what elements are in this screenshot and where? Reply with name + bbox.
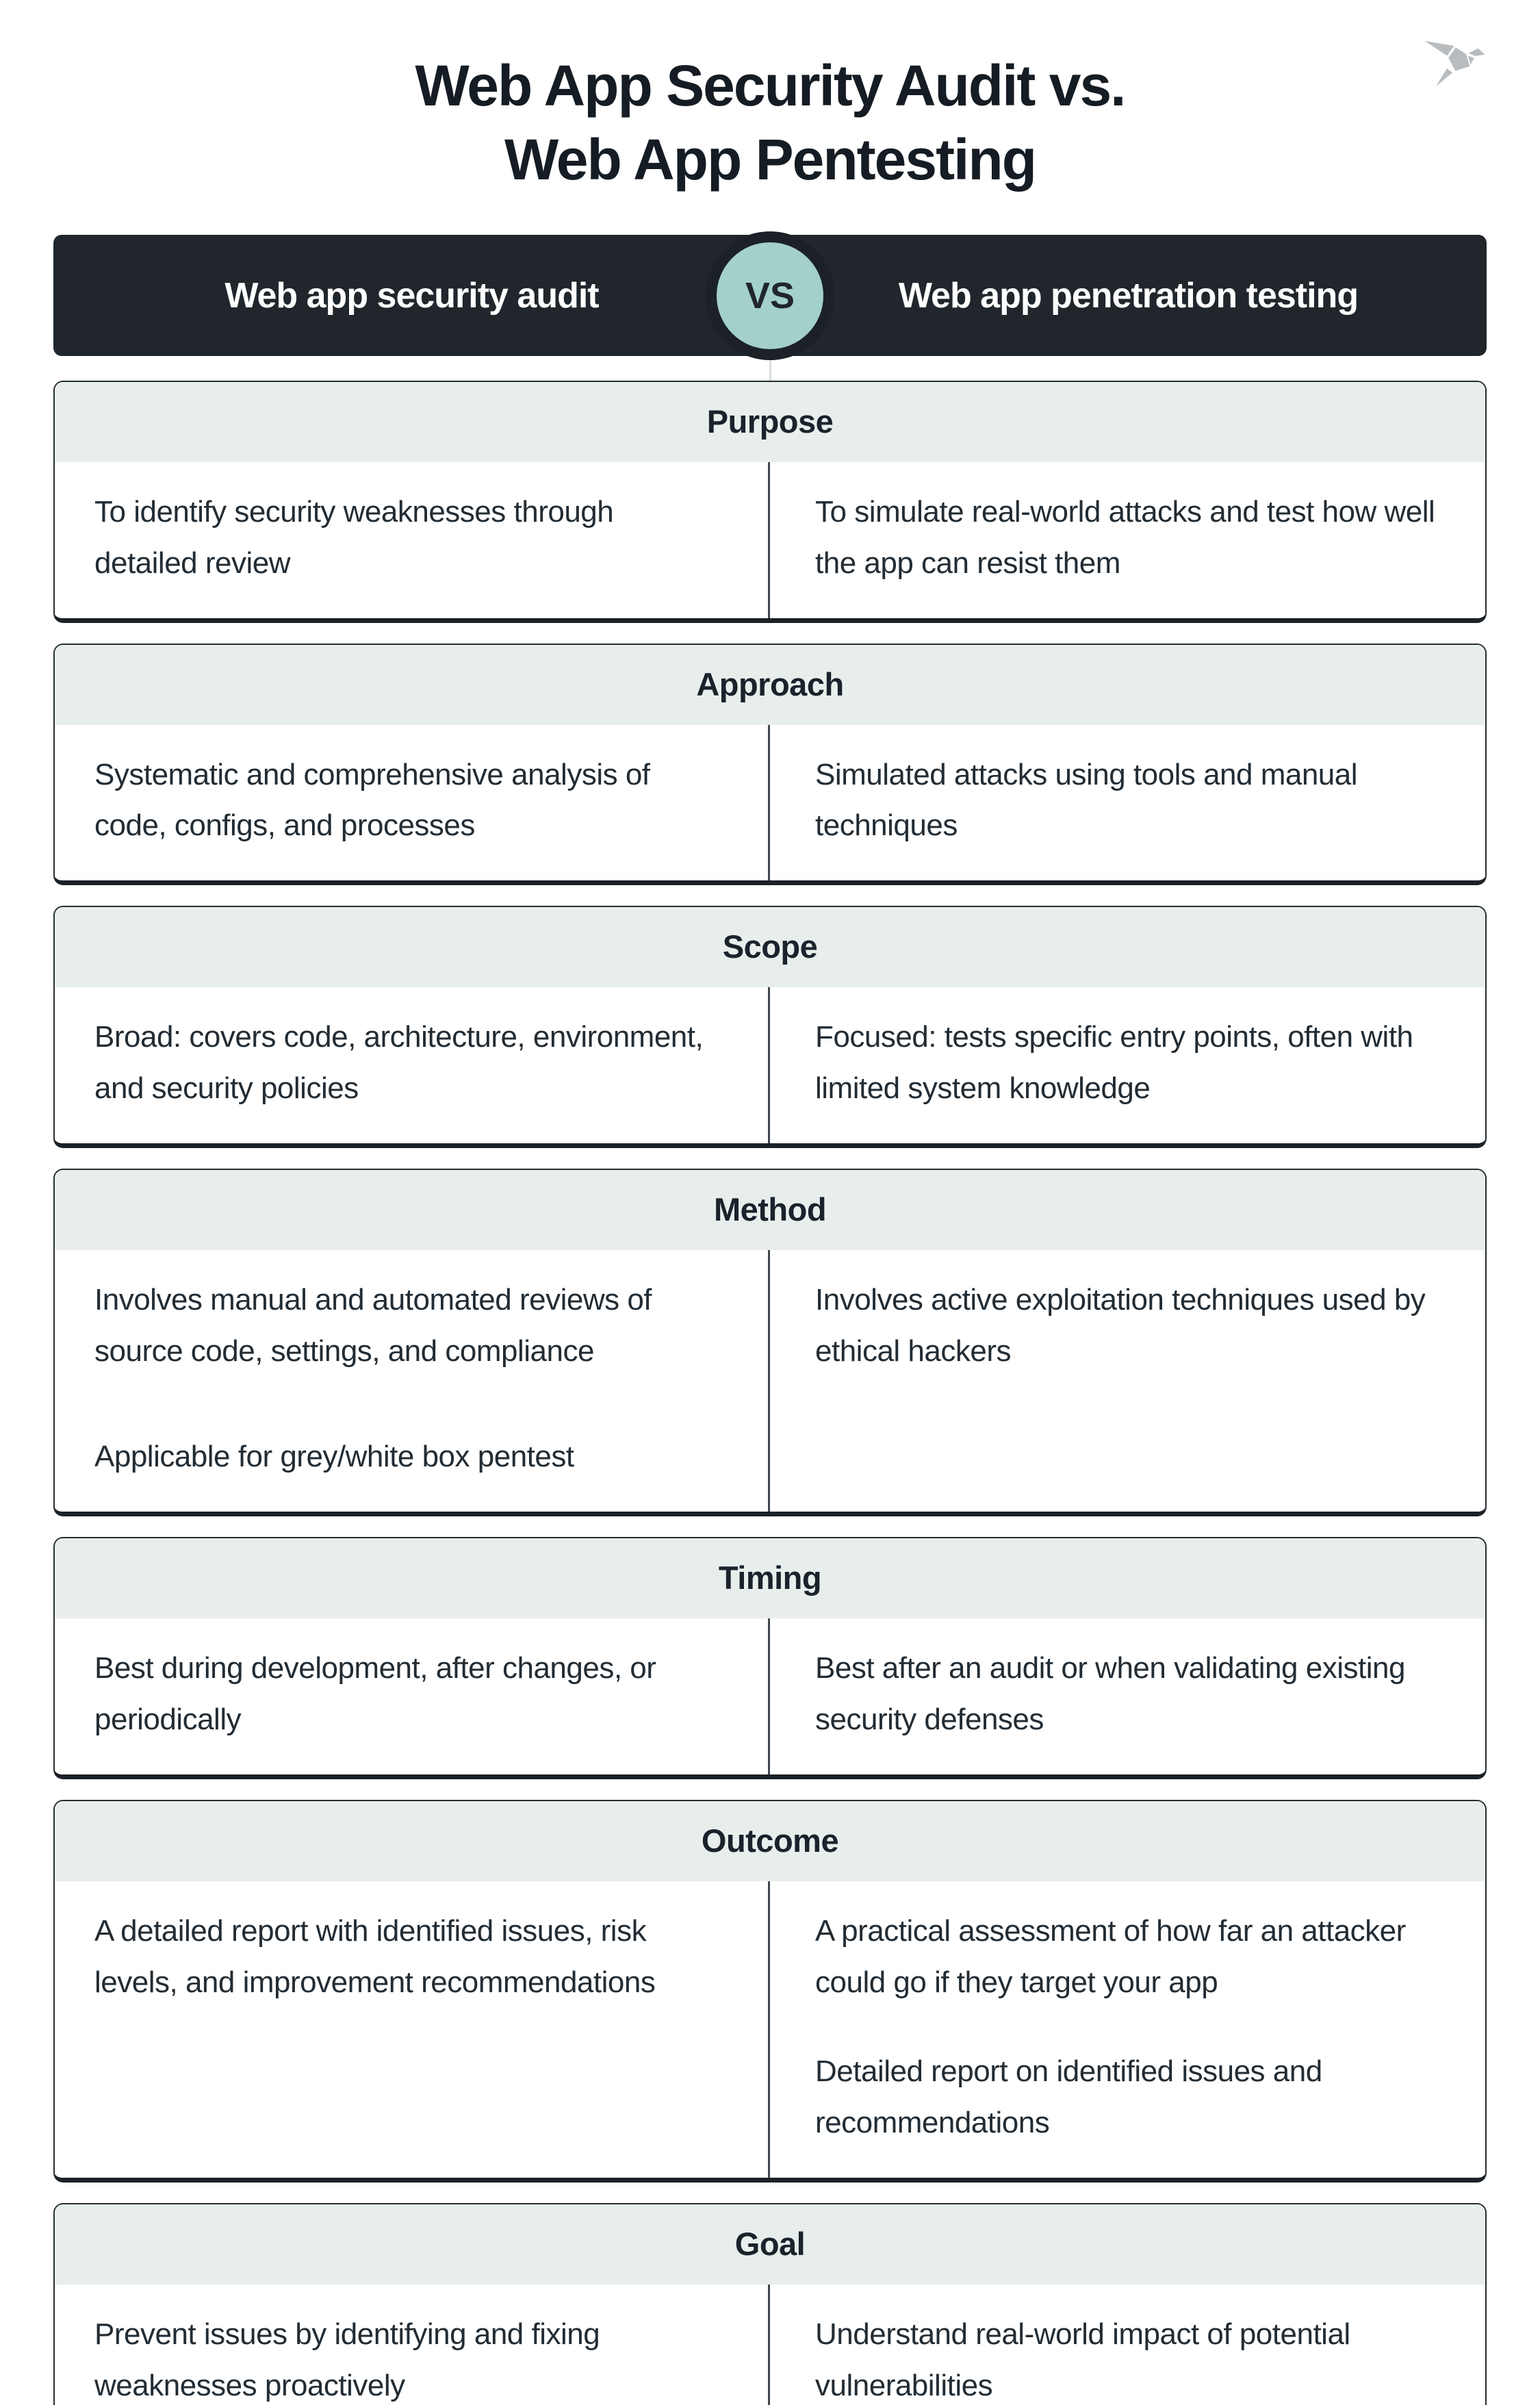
audit-text: Involves manual and automated reviews of source code, settings, and compliance — [94, 1282, 652, 1368]
audit-text: Broad: covers code, architecture, environment, and security policies — [94, 1020, 704, 1106]
pentest-cell — [770, 987, 1485, 1143]
audit-cell — [55, 1618, 770, 1774]
page-title-line-1: Web App Security Audit vs. — [415, 53, 1125, 118]
audit-cell — [55, 462, 770, 618]
pentest-text: Best after an audit or when validating existing security defenses — [815, 1651, 1405, 1736]
pentest-cell — [770, 1250, 1485, 1512]
section-title: Purpose — [55, 382, 1485, 462]
section-body — [55, 725, 1485, 881]
audit-text-2: Applicable for grey/white box pentest — [94, 1440, 574, 1474]
audit-cell — [55, 1881, 770, 2178]
page-title — [0, 0, 1540, 196]
section-method — [53, 1169, 1487, 1516]
section-title: Timing — [55, 1538, 1485, 1618]
audit-cell — [55, 987, 770, 1143]
audit-cell — [55, 1250, 770, 1512]
pentest-text: Understand real-world impact of potential vulnerabilities — [815, 2317, 1350, 2402]
pentest-cell — [770, 2285, 1485, 2405]
section-body — [55, 1618, 1485, 1774]
header-right-label: Web app penetration testing — [898, 275, 1359, 316]
section-timing — [53, 1537, 1487, 1779]
bird-head-beak — [1467, 48, 1487, 57]
header-left-label: Web app security audit — [224, 275, 599, 316]
origami-bird-logo — [1399, 25, 1510, 127]
pentest-cell — [770, 725, 1485, 881]
pentest-cell — [770, 1881, 1485, 2178]
section-body — [55, 1250, 1485, 1512]
bird-tail — [1434, 68, 1453, 89]
section-title: Method — [55, 1170, 1485, 1250]
section-title: Approach — [55, 645, 1485, 725]
pentest-text: Involves active exploitation techniques used by ethical hackers — [815, 1282, 1426, 1368]
section-body — [55, 2285, 1485, 2405]
audit-cell — [55, 725, 770, 881]
audit-text: Systematic and comprehensive analysis of code, configs, and processes — [94, 757, 650, 843]
section-title: Goal — [55, 2204, 1485, 2285]
audit-cell — [55, 2285, 770, 2405]
audit-text: Prevent issues by identifying and fixing weaknesses proactively — [94, 2317, 600, 2402]
vs-badge — [706, 231, 834, 360]
pentest-text: To simulate real-world attacks and test how well the app can resist them — [815, 495, 1435, 580]
audit-text: A detailed report with identified issues, risk levels, and improvement recommendations — [94, 1913, 656, 1999]
section-purpose — [53, 381, 1487, 623]
pentest-text: Focused: tests specific entry points, often with limited system knowledge — [815, 1020, 1413, 1106]
section-outcome — [53, 1800, 1487, 2183]
page-title-line-2: Web App Pentesting — [504, 127, 1036, 192]
pentest-text: Simulated attacks using tools and manual techniques — [815, 757, 1358, 843]
section-approach — [53, 644, 1487, 886]
pentest-text: A practical assessment of how far an attacker could go if they target your app — [815, 1913, 1406, 1999]
section-body — [55, 1881, 1485, 2178]
pentest-text-2: Detailed report on identified issues and recommendations — [815, 2054, 1322, 2140]
audit-text: To identify security weaknesses through detailed review — [94, 495, 614, 580]
vs-badge-label: VS — [717, 242, 823, 349]
section-body — [55, 987, 1485, 1143]
section-title: Outcome — [55, 1801, 1485, 1881]
pentest-cell — [770, 462, 1485, 618]
section-title: Scope — [55, 907, 1485, 987]
section-scope — [53, 906, 1487, 1148]
section-body — [55, 462, 1485, 618]
comparison-header-bar — [53, 235, 1487, 356]
audit-text: Best during development, after changes, or periodically — [94, 1651, 656, 1736]
pentest-cell — [770, 1618, 1485, 1774]
section-goal — [53, 2203, 1487, 2405]
